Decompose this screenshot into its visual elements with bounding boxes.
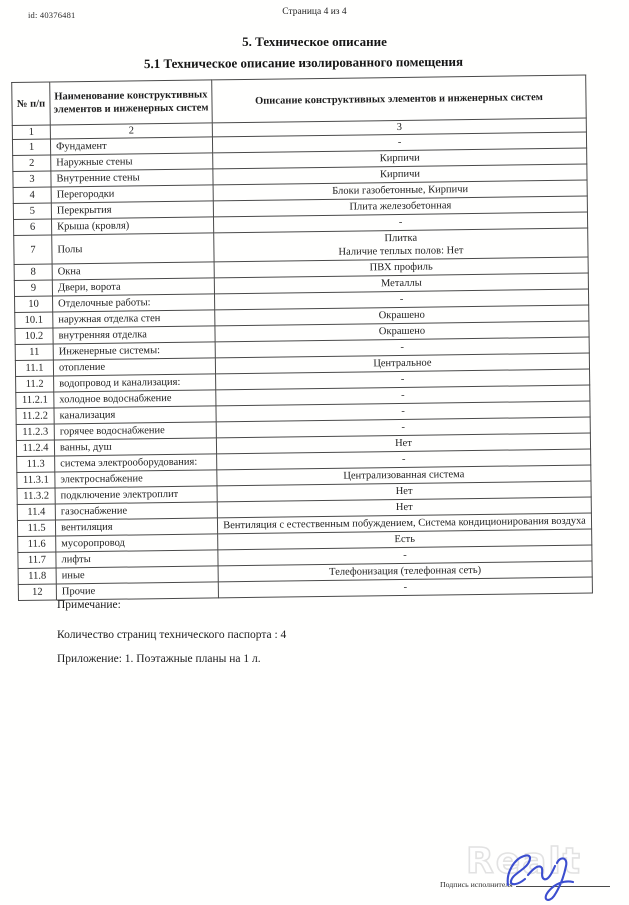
- handwritten-signature: [500, 845, 590, 905]
- cell-name: внутренняя отделка: [53, 326, 215, 344]
- cell-desc: ПВХ профиль: [214, 257, 588, 278]
- cell-desc: -: [216, 401, 590, 422]
- cell-num: 10.1: [15, 312, 53, 328]
- cell-desc: -: [217, 449, 591, 470]
- technical-description-table: [11, 75, 593, 601]
- cell-name: вентиляция: [55, 518, 217, 536]
- cell-num: 11.7: [18, 552, 56, 568]
- cell-desc: Окрашено: [215, 305, 589, 326]
- column-number-3: 3: [212, 118, 586, 137]
- cell-desc: Телефонизация (телефонная сеть): [218, 561, 592, 582]
- cell-desc: -: [218, 545, 592, 566]
- cell-desc: -: [218, 577, 592, 598]
- cell-name: отопление: [53, 358, 215, 376]
- cell-desc: -: [214, 289, 588, 310]
- cell-desc: Есть: [218, 529, 592, 550]
- cell-name: Двери, ворота: [52, 278, 214, 296]
- cell-name: Наружные стены: [51, 153, 213, 171]
- cell-name: ванны, душ: [54, 438, 216, 456]
- cell-name: лифты: [56, 550, 218, 568]
- signature-label: Подпись исполнителя: [440, 880, 513, 889]
- signature-path: [508, 855, 573, 900]
- signature-row: [440, 880, 610, 889]
- cell-num: 11.2: [16, 376, 54, 392]
- column-header-description: Описание конструктивных элементов и инженерных систем: [212, 75, 587, 123]
- cell-name: холодное водоснабжение: [54, 390, 216, 408]
- cell-num: 10.2: [15, 328, 53, 344]
- cell-name: канализация: [54, 406, 216, 424]
- cell-name: наружная отделка стен: [53, 310, 215, 328]
- cell-desc: Плитка Наличие теплых полов: Нет: [214, 228, 588, 262]
- cell-num: 9: [14, 280, 52, 296]
- cell-name: мусоропровод: [56, 534, 218, 552]
- cell-name: система электрооборудования:: [55, 454, 217, 472]
- cell-desc: Нет: [217, 497, 591, 518]
- cell-desc: -: [215, 337, 589, 358]
- pages-count-note: Количество страниц технического паспорта : 4: [57, 629, 287, 641]
- cell-num: 11.3: [17, 456, 55, 472]
- cell-desc: Металлы: [214, 273, 588, 294]
- cell-num: 6: [14, 219, 52, 235]
- cell-name: электроснабжение: [55, 470, 217, 488]
- cell-name: Фундамент: [50, 137, 212, 155]
- cell-num: 11.8: [18, 568, 56, 584]
- cell-num: 11.2.1: [16, 392, 54, 408]
- section-title: 5. Техническое описание: [242, 34, 387, 49]
- cell-name: Полы: [52, 233, 214, 264]
- table-body: [12, 132, 592, 600]
- cell-num: 1: [12, 139, 50, 155]
- cell-name: горячее водоснабжение: [54, 422, 216, 440]
- cell-name: Прочие: [56, 582, 218, 600]
- column-header-number: № п/п: [12, 82, 51, 125]
- cell-name: Крыша (кровля): [52, 217, 214, 235]
- cell-num: 10: [15, 296, 53, 312]
- cell-num: 11.3.1: [17, 472, 55, 488]
- cell-desc: Центральное: [215, 353, 589, 374]
- cell-num: 11.5: [17, 520, 55, 536]
- signature-line: [516, 885, 610, 887]
- watermark-text: Realt: [466, 841, 582, 882]
- column-header-name: Наименование конструктивных элементов и инженерных систем: [50, 80, 213, 125]
- cell-desc: -: [213, 212, 587, 233]
- cell-desc: Блоки газобетонные, Кирпичи: [213, 180, 587, 201]
- cell-desc: Кирпичи: [213, 148, 587, 169]
- cell-desc: -: [216, 369, 590, 390]
- page-indicator: Страница 4 из 4: [282, 7, 347, 17]
- note-label: Примечание:: [57, 599, 121, 611]
- cell-num: 11.1: [15, 360, 53, 376]
- attachment-note: Приложение: 1. Поэтажные планы на 1 л.: [57, 653, 261, 665]
- column-number-2: 2: [50, 123, 212, 139]
- cell-num: 2: [13, 155, 51, 171]
- cell-num: 11.2.3: [16, 424, 54, 440]
- technical-description-table-wrap: [11, 75, 592, 601]
- cell-num: 11.4: [17, 504, 55, 520]
- table-header-row: [12, 75, 587, 126]
- cell-name: подключение электроплит: [55, 486, 217, 504]
- cell-name: газоснабжение: [55, 502, 217, 520]
- cell-name: Инженерные системы:: [53, 342, 215, 360]
- cell-num: 4: [13, 187, 51, 203]
- cell-desc: Окрашено: [215, 321, 589, 342]
- cell-name: Перекрытия: [51, 201, 213, 219]
- cell-num: 11.6: [18, 536, 56, 552]
- cell-desc: -: [212, 132, 586, 153]
- cell-num: 8: [14, 264, 52, 280]
- cell-name: Внутренние стены: [51, 169, 213, 187]
- cell-desc: Кирпичи: [213, 164, 587, 185]
- document-id: id: 40376481: [28, 10, 76, 20]
- cell-desc: Плита железобетонная: [213, 196, 587, 217]
- cell-name: Отделочные работы:: [53, 294, 215, 312]
- cell-num: 12: [18, 584, 56, 600]
- cell-desc: Нет: [216, 433, 590, 454]
- cell-num: 11.2.2: [16, 408, 54, 424]
- cell-num: 11: [15, 344, 53, 360]
- section-subtitle: 5.1 Техническое описание изолированного помещения: [143, 53, 464, 72]
- column-number-1: 1: [12, 125, 50, 139]
- cell-name: Перегородки: [51, 185, 213, 203]
- cell-desc: Централизованная система: [217, 465, 591, 486]
- cell-num: 5: [13, 203, 51, 219]
- cell-desc: -: [216, 385, 590, 406]
- cell-num: 7: [14, 235, 52, 264]
- cell-num: 3: [13, 171, 51, 187]
- cell-name: водопровод и канализация:: [54, 374, 216, 392]
- cell-name: иные: [56, 566, 218, 584]
- cell-num: 11.2.4: [16, 440, 54, 456]
- cell-desc: Вентиляция с естественным побуждением, Система кондиционирования воздуха: [217, 513, 591, 534]
- cell-desc: Нет: [217, 481, 591, 502]
- notes-block: [57, 598, 537, 666]
- realt-watermark-logo: [462, 836, 617, 884]
- cell-desc: -: [216, 417, 590, 438]
- cell-name: Окна: [52, 262, 214, 280]
- cell-num: 11.3.2: [17, 488, 55, 504]
